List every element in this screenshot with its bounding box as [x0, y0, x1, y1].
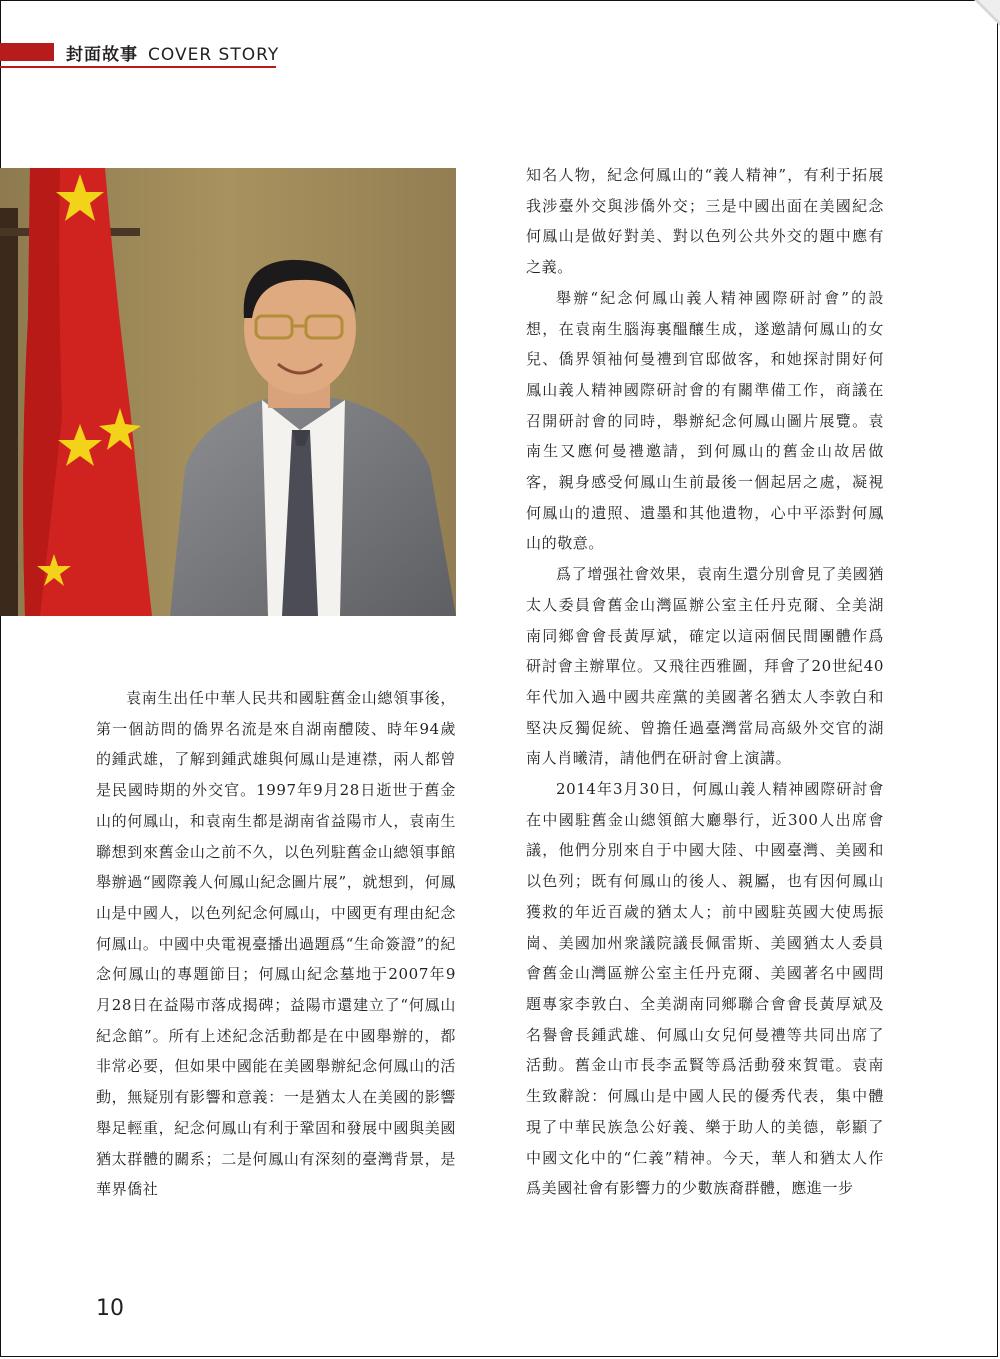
paragraph: 袁南生出任中華人民共和國駐舊金山總領事後，第一個訪問的僑界名流是來自湖南醴陵、時年94歲的鍾武雄，了解到鍾武雄與何鳳山是連襟，兩人都曾是民國時期的外交官。1997年9月28日逝世于舊金山的何鳳山，和袁南生都是湖南省益陽市人，袁南生聯想到來舊金山之前不久，以色列駐舊金山總領事館舉辦過“國際義人何鳳山紀念圖片展”，就想到，何鳳山是中國人，以色列紀念何鳳山，中國更有理由紀念何鳳山。中國中央電視臺播出過題爲“生命簽證”的紀念何鳳山的專題節目；何鳳山紀念墓地于2007年9月28日在益陽市落成揭碑；益陽市還建立了“何鳳山紀念館”。所有上述紀念活動都是在中國舉辦的，都非常必要，但如果中國能在美國舉辦紀念何鳳山的活動，無疑別有影響和意義：一是猶太人在美國的影響舉足輕重，紀念何鳳山有利于鞏固和發展中國與美國猶太群體的關系；二是何鳳山有深刻的臺灣背景，是華界僑社 — [96, 689, 456, 1199]
right-column — [526, 160, 884, 1204]
paragraph: 爲了增强社會效果，袁南生還分別會見了美國猶太人委員會舊金山灣區辦公室主任丹克爾、全美湖南同鄉會會長黃厚斌，確定以這兩個民間團體作爲研討會主辦單位。又飛往西雅圖，拜會了20世紀40年代加入過中國共産黨的美國著名猶太人李敦白和堅决反獨促統、曾擔任過臺灣當局高級外交官的湖南人肖曦清，請他們在研討會上演講。 — [526, 565, 884, 768]
section-title-zh: 封面故事 — [66, 45, 138, 65]
paragraph: 知名人物，紀念何鳳山的“義人精神”，有利于拓展我涉臺外交與涉僑外交；三是中國出面在美國紀念何鳳山是做好對美、對以色列公共外交的題中應有之義。 — [526, 166, 884, 277]
page-corner-fold-inner — [978, 0, 1000, 22]
section-header — [66, 40, 279, 65]
paragraph: 2014年3月30日，何鳳山義人精神國際研討會在中國駐舊金山總領館大廳舉行，近300人出席會議，他們分別來自于中國大陸、中國臺灣、美國和以色列；既有何鳳山的後人、親屬，也有因何鳳山獲救的年近百歲的猶太人；前中國駐英國大使馬振崗、美國加州衆議院議長佩雷斯、美國猶太人委員會舊金山灣區辦公室主任丹克爾、美國著名中國問題專家李敦白、全美湖南同鄉聯合會會長黃厚斌及名譽會長鍾武雄、何鳳山女兒何曼禮等共同出席了活動。舊金山市長李孟賢等爲活動發來賀電。袁南生致辭說：何鳳山是中國人民的優秀代表，集中體現了中華民族急公好義、樂于助人的美德，彰顯了中國文化中的“仁義”精神。今天，華人和猶太人作爲美國社會有影響力的少數族裔群體，應進一步 — [526, 780, 884, 1198]
paragraph: 舉辦“紀念何鳳山義人精神國際研討會”的設想，在袁南生腦海裏醞釀生成，遂邀請何鳳山的女兒、僑界領袖何曼禮到官邸做客，和她探討開好何鳳山義人精神國際研討會的有關準備工作，商議在召開研討會的同時，舉辦紀念何鳳山圖片展覽。袁南生又應何曼禮邀請，到何鳳山的舊金山故居做客，親身感受何鳳山生前最後一個起居之處，凝視何鳳山的遺照、遺墨和其他遺物，心中平添對何鳳山的敬意。 — [526, 288, 884, 553]
portrait-photo — [0, 168, 456, 616]
section-title-en: COVER STORY — [148, 45, 280, 65]
left-column — [96, 683, 456, 1205]
header-underline — [0, 66, 276, 68]
cabinet — [0, 208, 18, 616]
header-accent-bar — [0, 43, 54, 61]
page-number: 10 — [96, 1296, 124, 1321]
